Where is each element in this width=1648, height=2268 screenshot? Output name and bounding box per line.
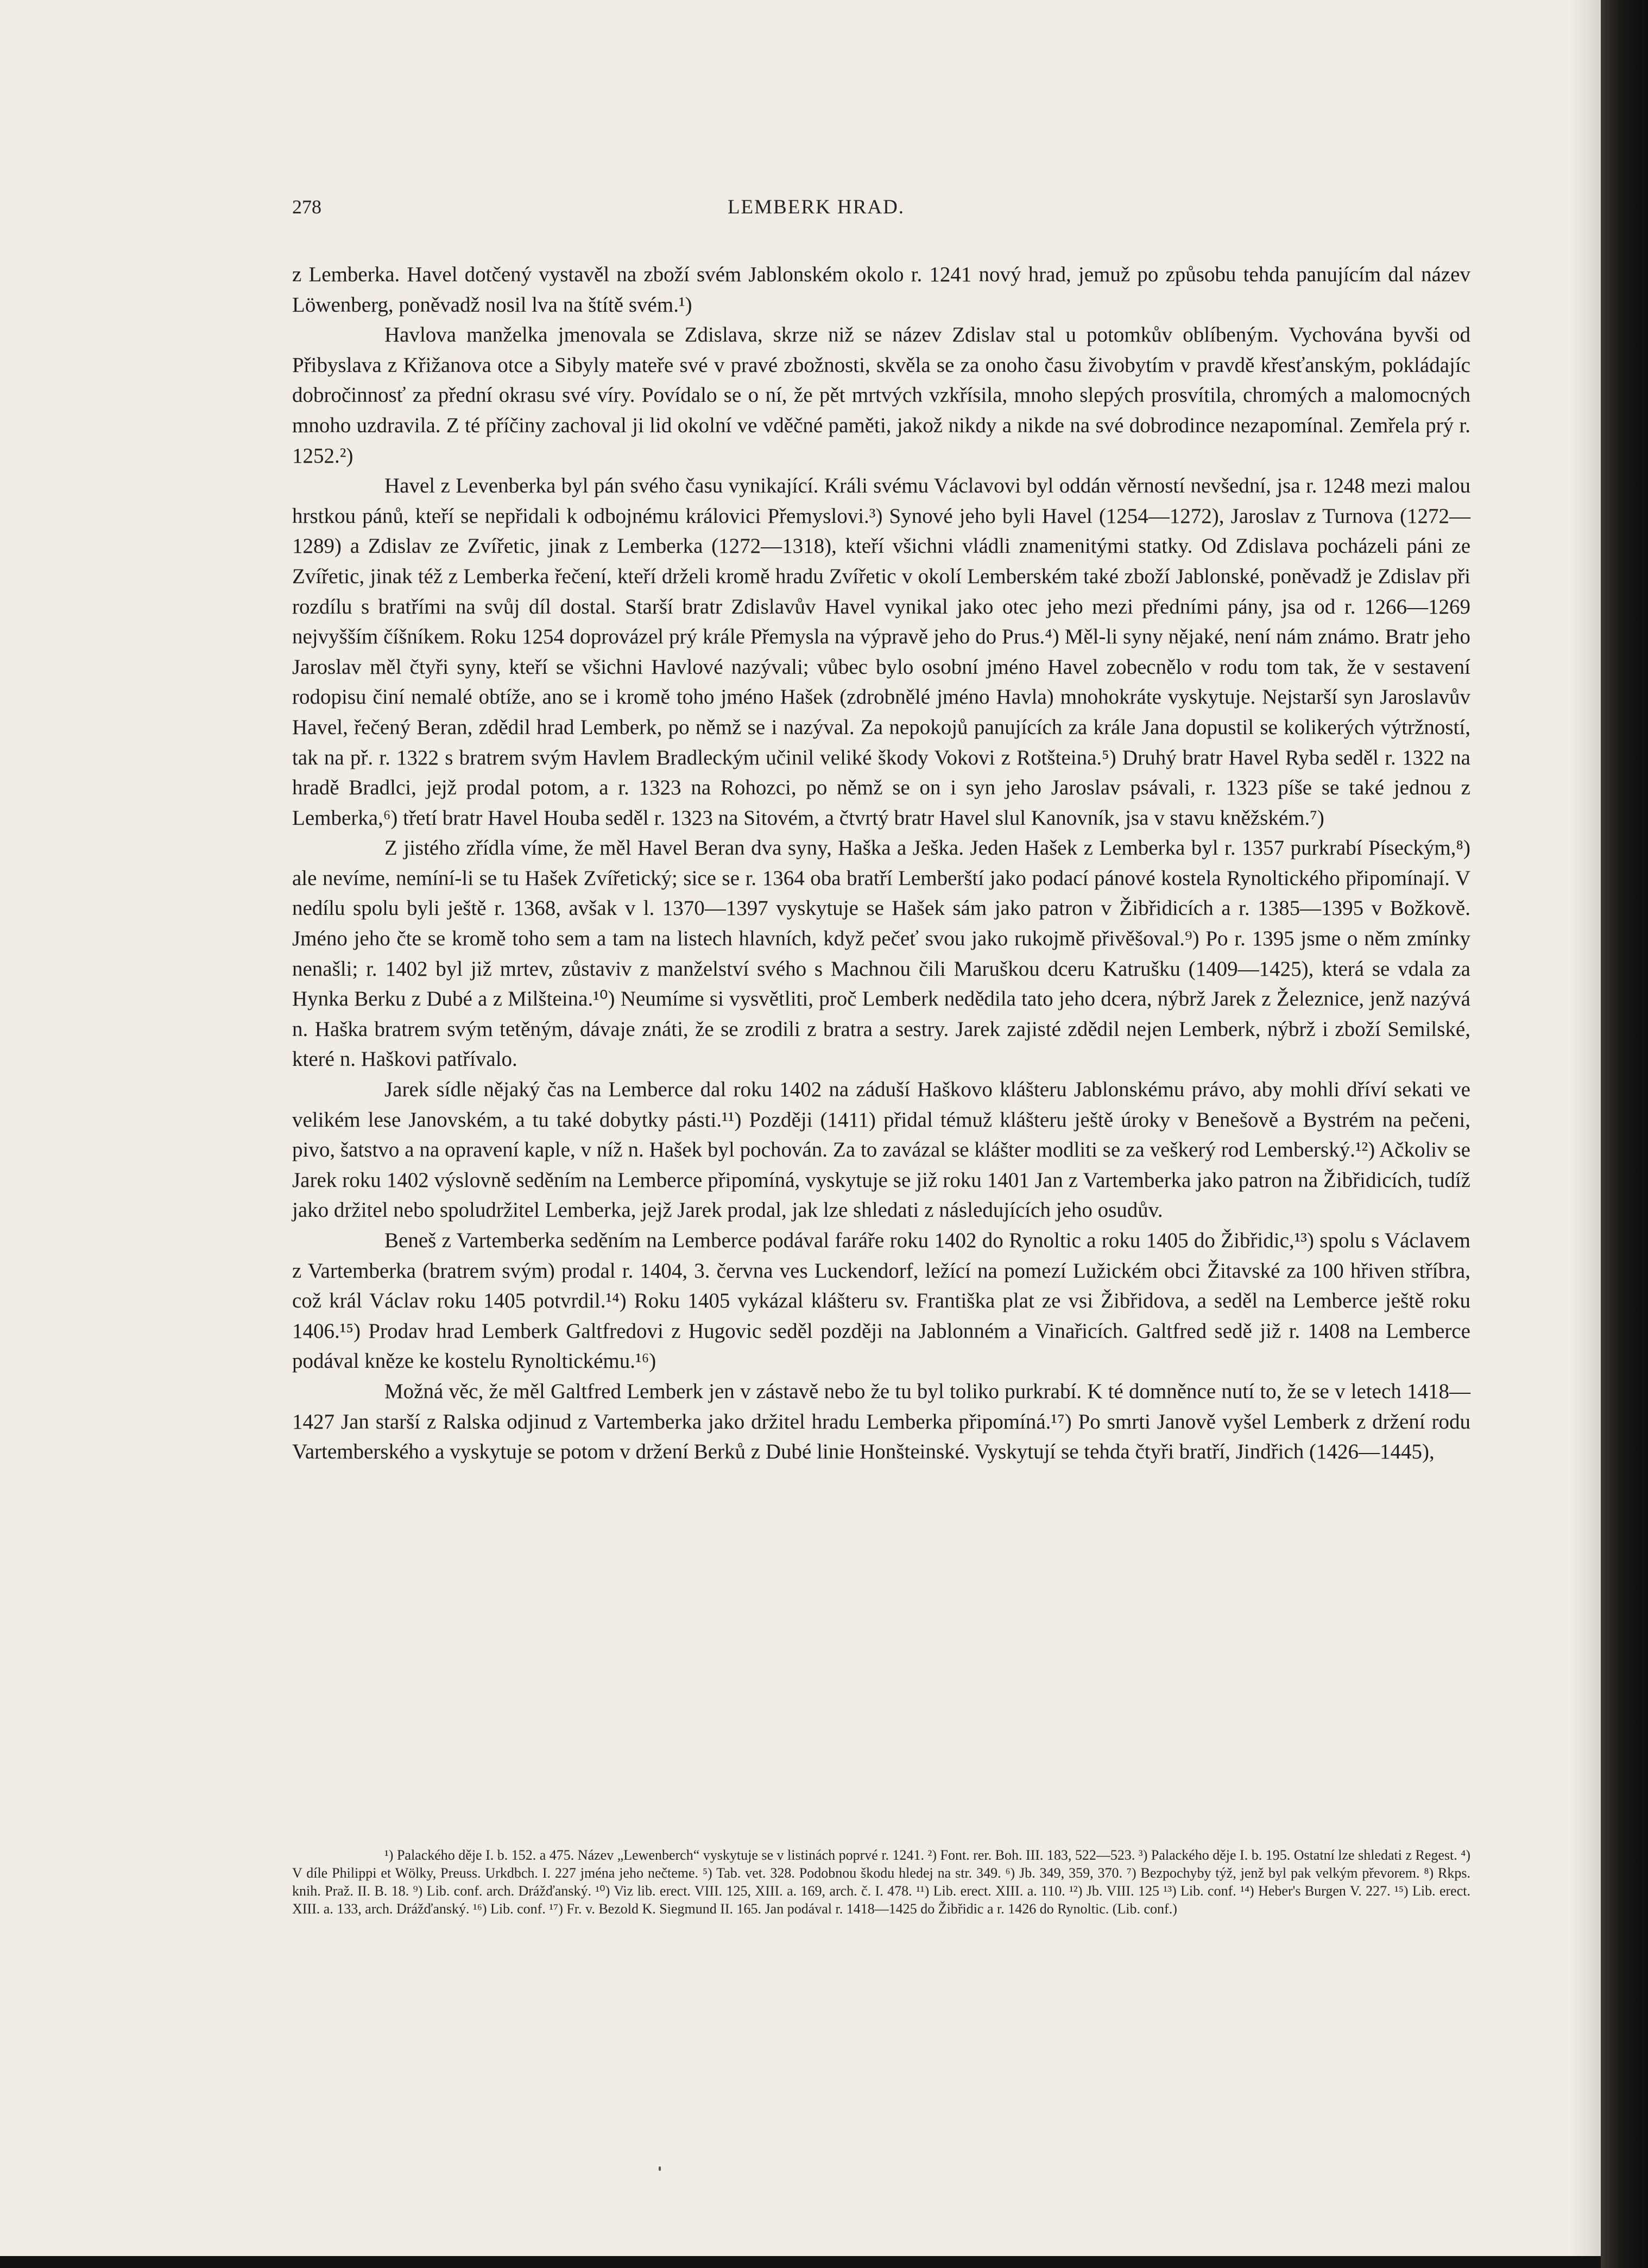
page-bottom-edge — [0, 2256, 1601, 2268]
paragraph: Havlova manželka jmenovala se Zdislava, skrze niž se název Zdislav stal u potomkův oblíbeným. Vychována byvši od Přibyslava z Křižanova otce a Sibyly mateře své v pravé zbožnosti, skvěla se za onoho času živobytím v pravdě křesťanským, pokládajíc dobročinnosť za přední okrasu své víry. Povídalo se o ní, že pět mrtvých vzkřísila, mnoho slepých prosvítila, chromých a malomocných mnoho uzdravila. Z té příčiny zachoval ji lid okolní ve vděčné paměti, jakož nikdy a nikde na své dobrodince nezapomínal. Zemřela prý r. 1252.²) — [292, 323, 1470, 468]
body-text — [292, 260, 1470, 1467]
paper-speck — [659, 2166, 661, 2171]
paragraph: Jarek sídle nějaký čas na Lemberce dal roku 1402 na záduší Haškovo klášteru Jablonskému právo, aby mohli dříví sekati ve velikém lese Janovském, a tu také dobytky pásti.¹¹) Později (1411) přidal témuž klášteru ještě úroky v Benešově a Bystrém na pečeni, pivo, šatstvo a na opravení kaple, v níž n. Hašek byl pochován. Za to zavázal se klášter modliti se za veškerý rod Lemberský.¹²) Ačkoliv se Jarek roku 1402 výslovně seděním na Lemberce připomíná, vyskytuje se již roku 1401 Jan z Vartemberka jako patron na Žibřidicích, tudíž jako držitel nebo spoludržitel Lemberka, jejž Jarek prodal, jak lze shledati z následujících jeho osudův. — [292, 1078, 1470, 1222]
book-spine — [1601, 0, 1648, 2268]
running-title: LEMBERK HRAD. — [727, 196, 905, 218]
paragraph: Z jistého zřídla víme, že měl Havel Beran dva syny, Haška a Ješka. Jeden Hašek z Lemberka byl r. 1357 purkrabí Píseckým,⁸) ale nevíme, nemíní-li se tu Hašek Zvířetický; sice se r. 1364 oba bratří Lemberští jako podací pánové kostela Rynoltického připomínají. V nedílu spolu byli ještě r. 1368, avšak v l. 1370—1397 vyskytuje se Hašek sám jako patron v Žibřidicích a r. 1385—1395 v Božkově. Jméno jeho čte se kromě toho sem a tam na listech hlavních, když pečeť svou jako rukojmě přivěšoval.⁹) Po r. 1395 jsme o něm zmínky nenašli; r. 1402 byl již mrtev, zůstaviv z manželství svého s Machnou čili Maruškou dceru Katrušku (1409—1425), která se vdala za Hynka Berku z Dubé a z Milšteina.¹⁰) Neumíme si vysvětliti, proč Lemberk nedědila tato jeho dcera, nýbrž Jarek z Železnice, jenž nazývá n. Haška bratrem svým tetěným, dávaje znáti, že se zrodili z bratra a sestry. Jarek zajisté zdědil nejen Lemberk, nýbrž i zboží Semilské, které n. Haškovi patřívalo. — [292, 836, 1470, 1071]
paragraph: z Lemberka. Havel dotčený vystavěl na zboží svém Jablonském okolo r. 1241 nový hrad, jemuž po způsobu tehda panujícím dal název Löwenberg, poněvadž nosil lva na štítě svém.¹) — [292, 263, 1470, 317]
footnotes: ¹) Palackého děje I. b. 152. a 475. Název „Lewenberch“ vyskytuje se v listinách poprvé r. 1241. ²) Font. rer. Boh. III. 183, 522—523. ³) Palackého děje I. b. 195. Ostatní lze shledati z Regest. ⁴) V díle Philippi et Wölky, Preuss. Urkdbch. I. 227 jména jeho nečteme. ⁵) Tab. vet. 328. Podobnou škodu hledej na str. 349. ⁶) Jb. 349, 359, 370. ⁷) Bezpochyby týž, jenž byl pak velkým převorem. ⁸) Rkps. knih. Praž. II. B. 18. ⁹) Lib. conf. arch. Drážďanský. ¹⁰) Viz lib. erect. VIII. 125, XIII. a. 169, arch. č. I. 478. ¹¹) Lib. erect. XIII. a. 110. ¹²) Jb. VIII. 125 ¹³) Lib. conf. ¹⁴) Heber's Burgen V. 227. ¹⁵) Lib. erect. XIII. a. 133, arch. Drážďanský. ¹⁶) Lib. conf. ¹⁷) Fr. v. Bezold K. Siegmund II. 165. Jan podával r. 1418—1425 do Žibřidic a r. 1426 do Rynoltic. (Lib. conf.) — [292, 1847, 1470, 1917]
paragraph: Beneš z Vartemberka seděním na Lemberce podával faráře roku 1402 do Rynoltic a roku 1405 do Žibřidic,¹³) spolu s Václavem z Vartemberka (bratrem svým) prodal r. 1404, 3. června ves Luckendorf, ležící na pomezí Lužickém obci Žitavské za 100 hřiven stříbra, což král Václav roku 1405 potvrdil.¹⁴) Roku 1405 vykázal klášteru sv. Františka plat ze vsi Žibřidova, a seděl na Lemberce ještě roku 1406.¹⁵) Prodav hrad Lemberk Galtfredovi z Hugovic seděl později na Jablonném a Vinařicích. Galtfred sedě již r. 1408 na Lemberce podával kněze ke kostelu Rynoltickému.¹⁶) — [292, 1229, 1470, 1373]
paragraph: Havel z Levenberka byl pán svého času vynikající. Králi svému Václavovi byl oddán věrností nevšední, jsa r. 1248 mezi malou hrstkou pánů, kteří se nepřidali k odbojnému královici Přemyslovi.³) Synové jeho byli Havel (1254—1272), Jaroslav z Turnova (1272—1289) a Zdislav ze Zvířetic, jinak z Lemberka (1272—1318), kteří všichni vládli znamenitými statky. Od Zdislava pocházeli páni ze Zvířetic, jinak též z Lemberka řečení, kteří drželi kromě hradu Zvířetic v okolí Lemberském také zboží Jablonské, poněvadž je Zdislav při rozdílu s bratřími na svůj díl dostal. Starší bratr Zdislavův Havel vynikal jako otec jeho mezi předními pány, jsa od r. 1266—1269 nejvyšším číšníkem. Roku 1254 doprovázel prý krále Přemysla na výpravě jeho do Prus.⁴) Měl-li syny nějaké, není nám známo. Bratr jeho Jaroslav měl čtyři syny, kteří se všichni Havlové nazývali; vůbec bylo osobní jméno Havel zobecnělo v rodu tom tak, že v sestavení rodopisu činí nemalé obtíže, ano se i kromě toho jméno Hašek (zdrobnělé jméno Havla) mnohokráte vyskytuje. Nejstarší syn Jaroslavův Havel, řečený Beran, zdědil hrad Lemberk, po němž se i nazýval. Za nepokojů panujících za krále Jana dopustil se kolikerých výtržností, tak na př. r. 1322 s bratrem svým Havlem Bradleckým učinil veliké škody Vokovi z Rotšteina.⁵) Druhý bratr Havel Ryba seděl r. 1322 na hradě Bradlci, jejž prodal potom, a r. 1323 na Rohozci, po němž se on i syn jeho Jaroslav psávali, r. 1323 píše se také jednou z Lemberka,⁶) třetí bratr Havel Houba seděl r. 1323 na Sitovém, a čtvrtý bratr Havel slul Kanovník, jsa v stavu kněžském.⁷) — [292, 474, 1470, 830]
paragraph: Možná věc, že měl Galtfred Lemberk jen v zástavě nebo že tu byl toliko purkrabí. K té domněnce nutí to, že se v letech 1418—1427 Jan starší z Ralska odjinud z Vartemberka jako držitel hradu Lemberka připomíná.¹⁷) Po smrti Janově vyšel Lemberk z držení rodu Vartemberského a vyskytuje se potom v držení Berků z Dubé linie Honšteinské. Vyskytují se tehda čtyři bratří, Jindřich (1426—1445), — [292, 1379, 1470, 1464]
page-number: 278 — [292, 196, 321, 218]
page-header — [292, 195, 1340, 228]
gutter-shadow — [1569, 0, 1601, 2256]
